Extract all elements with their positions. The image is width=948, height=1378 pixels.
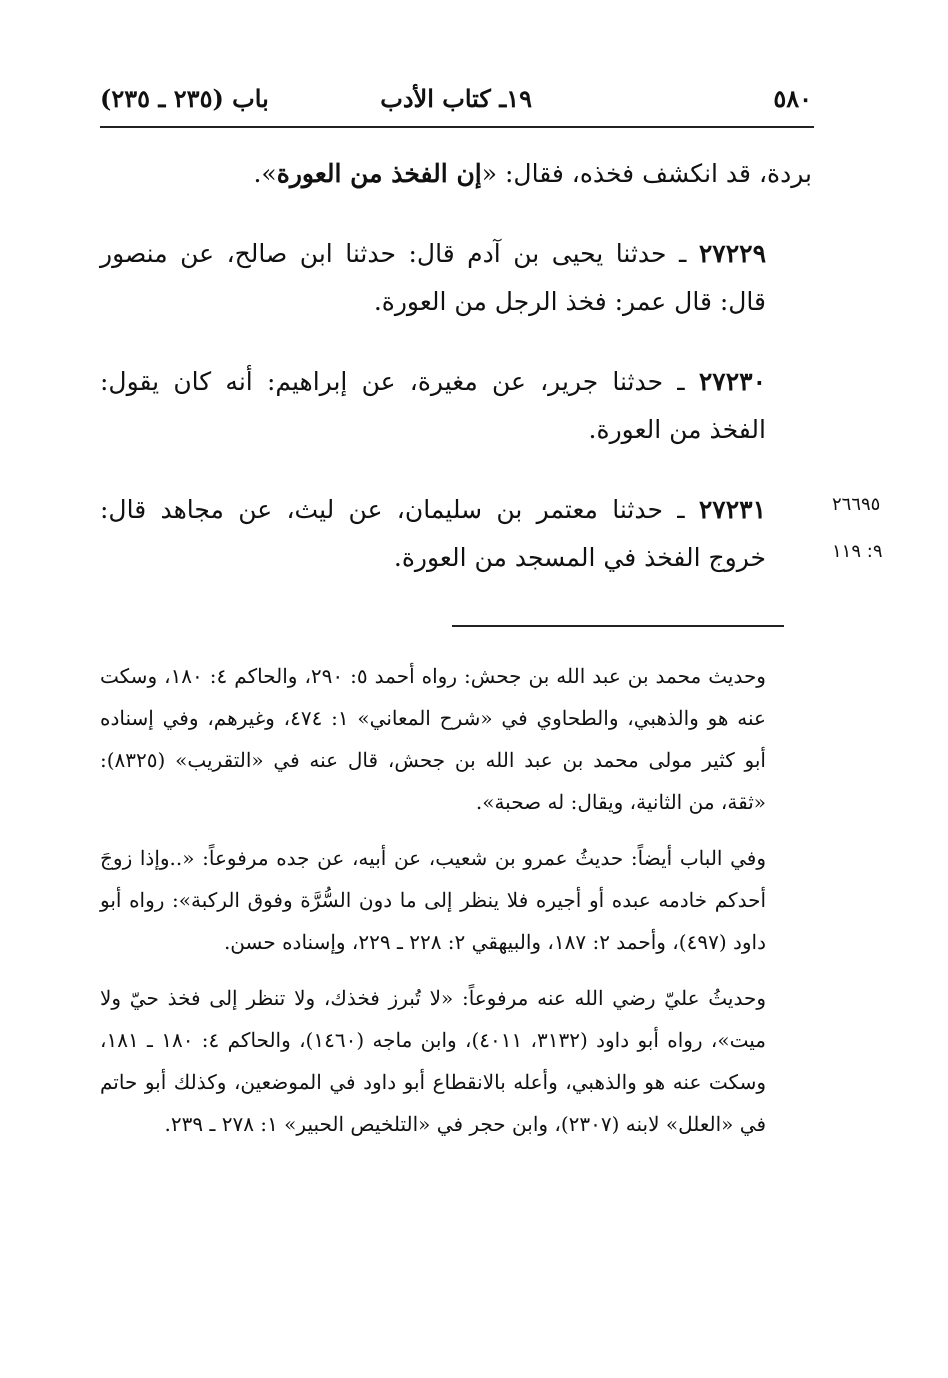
hadith-27230: ٢٧٢٣٠ ـ حدثنا جرير، عن مغيرة، عن إبراهيم: أنه كان يقول: الفخذ من العورة. — [100, 367, 766, 444]
paragraph-continuation: بردة، قد انكشف فخذه، فقال: «إن الفخذ من العورة». — [253, 159, 812, 188]
header-rule — [100, 126, 814, 128]
footnote-paragraph: وحديث محمد بن عبد الله بن جحش: رواه أحمد ٥: ٢٩٠، والحاكم ٤: ١٨٠، وسكت عنه هو والذهبي، والطحاوي في «شرح المعاني» ١: ٤٧٤، وغيرهم، وفي إسناده أبو كثير مولى محمد بن عبد الله بن جحش، قال عنه في «التقريب» (٨٣٢٥): «ثقة، من الثانية، ويقال: له صحبة». — [100, 664, 766, 814]
hadith-27229: ٢٧٢٢٩ ـ حدثنا يحيى بن آدم قال: حدثنا ابن صالح، عن منصور قال: قال عمر: فخذ الرجل من العورة. — [100, 239, 766, 316]
running-header — [100, 80, 812, 120]
hadith-number: ٢٧٢٣١ — [698, 495, 766, 524]
footnote-paragraph: وفي الباب أيضاً: حديثُ عمرو بن شعيب، عن أبيه، عن جده مرفوعاً: «..وإذا زوجَ أحدكم خادمه عبده أو أجيره فلا ينظر إلى ما دون السُّرَّة وفوق الركبة»: رواه أبو داود (٤٩٧)، وأحمد ٢: ١٨٧، والبيهقي ٢: ٢٢٨ ـ ٢٢٩، وإسناده حسن. — [100, 846, 766, 954]
book-title: ١٩ـ كتاب الأدب — [380, 84, 532, 113]
footnotes — [100, 655, 812, 1159]
chapter-range: باب (٢٣٥ ـ ٢٣٥) — [100, 84, 269, 113]
margin-reference-2: ٩: ١١٩ — [832, 541, 883, 562]
hadith-number: ٢٧٢٢٩ — [698, 239, 766, 268]
hadith-number: ٢٧٢٣٠ — [698, 367, 766, 396]
footnote-paragraph: وحديثُ عليّ رضي الله عنه مرفوعاً: «لا تُبرز فخذك، ولا تنظر إلى فخذ حيّ ولا ميت»، رواه أبو داود (٣١٣٢، ٤٠١١)، وابن ماجه (١٤٦٠)، والحاكم ٤: ١٨٠ ـ ١٨١، وسكت عنه هو والذهبي، وأعله بالانقطاع أبو داود في الموضعين، وكذلك أبو حاتم في «العلل» لابنه (٢٣٠٧)، وابن حجر في «التلخيص الحبير» ١: ٢٧٨ ـ ٢٣٩. — [100, 986, 766, 1136]
main-text — [100, 150, 812, 614]
bold-quote: إن الفخذ من العورة — [276, 159, 482, 188]
footnote-separator — [452, 625, 784, 627]
hadith-27231: ٢٧٢٣١ ـ حدثنا معتمر بن سليمان، عن ليث، عن مجاهد قال: خروج الفخذ في المسجد من العورة. — [100, 495, 766, 572]
margin-reference-1: ٢٦٦٩٥ — [832, 494, 881, 515]
page-number: ٥٨٠ — [773, 84, 812, 113]
